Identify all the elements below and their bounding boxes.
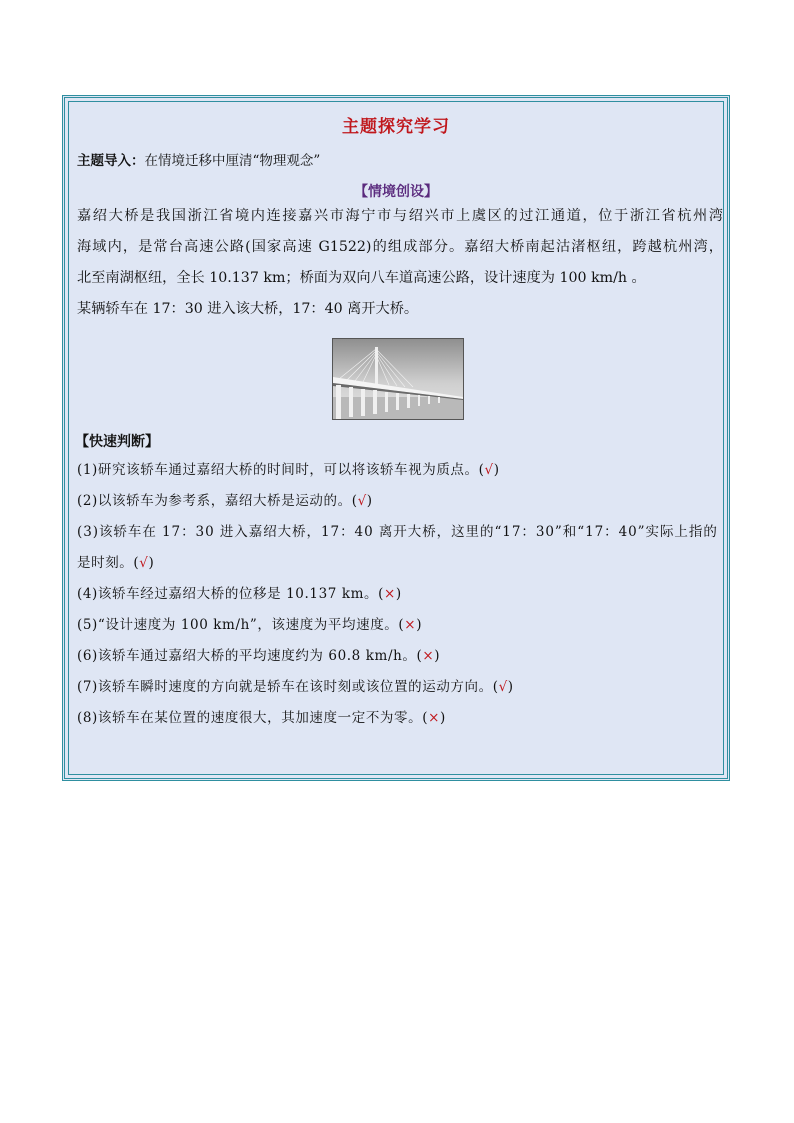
judgment-text: (1)研究该轿车通过嘉绍大桥的时间时，可以将该轿车视为质点。( [77, 462, 485, 478]
judgment-mark: √ [498, 679, 508, 695]
scenario-line: 嘉绍大桥是我国浙江省境内连接嘉兴市海宁市与绍兴市上虞区的过江通道，位于浙江省杭州湾 [77, 208, 723, 224]
judgment-text: (4)该轿车经过嘉绍大桥的位移是 10.137 km。( [77, 586, 384, 602]
judgment-mark: × [384, 586, 396, 602]
judgment-text: (2)以该轿车为参考系，嘉绍大桥是运动的。( [77, 493, 358, 509]
bridge-photo [332, 338, 464, 420]
judgment-text: (6)该轿车通过嘉绍大桥的平均速度约为 60.8 km/h。( [77, 648, 423, 664]
scenario-heading: 【情境创设】 [354, 184, 438, 200]
bridge-illustration [333, 339, 463, 419]
judgment-item [77, 579, 723, 610]
judgment-mark: √ [357, 493, 367, 509]
judgment-text: 是时刻。( [77, 555, 140, 571]
judgment-item [77, 610, 723, 641]
judgment-item [77, 672, 723, 703]
judgment-close: ) [440, 710, 446, 726]
judgment-close: ) [395, 586, 402, 602]
judgment-text: (5)“设计速度为 100 km/h”，该速度为平均速度。( [77, 617, 405, 633]
intro-line [77, 149, 320, 169]
quick-judge-heading: 【快速判断】 [75, 434, 159, 450]
judgment-item [77, 455, 723, 486]
judgment-text: (3)该轿车在 17：30 进入嘉绍大桥，17：40 离开大桥，这里的“17：30”和“17：40”实际上指的 [77, 524, 718, 540]
intro-text: 在情境迁移中厘清“物理观念” [144, 153, 321, 169]
judgment-mark: × [428, 710, 441, 726]
topic-box [62, 95, 730, 781]
scenario-line: 北至南湖枢纽，全长 10.137 km；桥面为双向八车道高速公路，设计速度为 100 km/h 。 [77, 270, 646, 286]
judgment-close: ) [148, 555, 155, 571]
judgment-mark: × [404, 617, 417, 633]
intro-label: 主题导入： [77, 153, 145, 169]
judgment-close: ) [366, 493, 373, 509]
judgment-mark: √ [484, 462, 494, 478]
section-title: 主题探究学习 [342, 117, 450, 137]
judgment-text: (7)该轿车瞬时速度的方向就是轿车在该时刻或该位置的运动方向。( [77, 679, 499, 695]
judgment-close: ) [493, 462, 500, 478]
judgment-item [77, 486, 723, 517]
scenario-line: 海域内，是常台高速公路(国家高速 G1522)的组成部分。嘉绍大桥南起沽渚枢纽，跨越杭州湾， [77, 239, 723, 255]
judgment-mark: √ [139, 555, 149, 571]
judgment-close: ) [416, 617, 423, 633]
judgment-text: (8)该轿车在某位置的速度很大，其加速度一定不为零。( [77, 710, 429, 726]
judgment-item [77, 641, 723, 672]
judgment-item [77, 703, 723, 734]
scenario-line: 某辆轿车在 17：30 进入该大桥，17：40 离开大桥。 [77, 301, 419, 317]
judgment-close: ) [507, 679, 514, 695]
judgment-close: ) [434, 648, 441, 664]
judgment-item [77, 517, 723, 548]
judgment-item [77, 548, 723, 579]
judgment-mark: × [422, 648, 435, 664]
